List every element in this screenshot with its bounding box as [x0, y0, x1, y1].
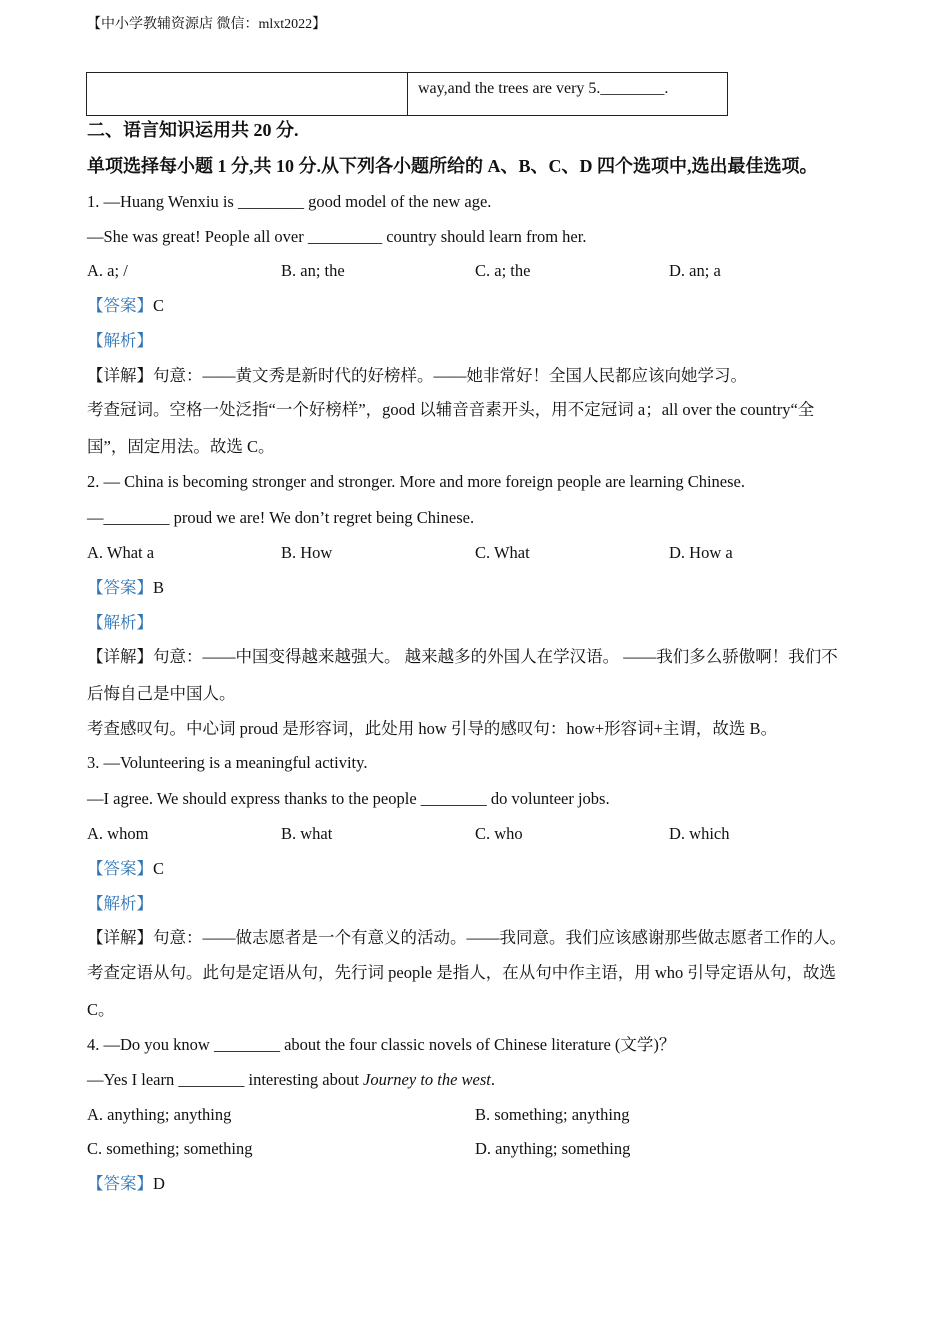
q4-book-title: Journey to the west	[363, 1070, 491, 1089]
q3-option-b: B. what	[281, 824, 333, 843]
q2-option-c: C. What	[475, 543, 530, 562]
q4-answer	[87, 1173, 165, 1195]
q4-line1: 4. —Do you know ________ about the four classic novels of Chinese literature (文学)？	[87, 1035, 676, 1054]
q1-line2: —She was great! People all over _________ country should learn from her.	[87, 227, 587, 246]
q1-option-d: D. an; a	[669, 261, 721, 280]
q1-detail-line3: 国”，固定用法。故选 C。	[87, 437, 275, 456]
q2-line2: —________ proud we are! We don’t regret being Chinese.	[87, 508, 475, 527]
q1-detail-line1	[87, 365, 747, 387]
answer-label: 【答案】	[87, 1174, 153, 1193]
q2-line1: 2. — China is becoming stronger and stronger. More and more foreign people are learning Chinese.	[87, 472, 745, 491]
q3-line2: —I agree. We should express thanks to the people ________ do volunteer jobs.	[87, 789, 610, 808]
detail-text: 句意：——中国变得越来越强大。 越来越多的外国人在学汉语。 ——我们多么骄傲啊！我们不	[153, 647, 838, 666]
q3-option-c: C. who	[475, 824, 523, 843]
q1-option-a: A. a; /	[87, 261, 128, 280]
q4-option-c: C. something; something	[87, 1139, 253, 1158]
table-cell-left	[87, 73, 408, 116]
q2-detail-line3: 考查感叹句。中心词 proud 是形容词，此处用 how 引导的感叹句：how+形容词+主谓，故选 B。	[87, 719, 778, 738]
q2-option-b: B. How	[281, 543, 333, 562]
answer-value: D	[153, 1174, 165, 1193]
q3-detail-line3: C。	[87, 1000, 115, 1019]
answer-label: 【答案】	[87, 578, 153, 597]
detail-label: 【详解】	[87, 366, 153, 385]
answer-value: B	[153, 578, 165, 597]
detail-text: 句意：——黄文秀是新时代的好榜样。——她非常好！全国人民都应该向她学习。	[153, 366, 747, 385]
q1-answer	[87, 295, 164, 317]
q1-option-b: B. an; the	[281, 261, 345, 280]
answer-label: 【答案】	[87, 859, 153, 878]
q2-option-d: D. How a	[669, 543, 733, 562]
section-title: 二、语言知识运用共 20 分.	[87, 120, 299, 140]
q3-option-d: D. which	[669, 824, 730, 843]
q3-option-a: A. whom	[87, 824, 149, 843]
q2-option-a: A. What a	[87, 543, 155, 562]
q4-option-d: D. anything; something	[475, 1139, 631, 1158]
section-instruction: 单项选择每小题 1 分,共 10 分.从下列各小题所给的 A、B、C、D 四个选项中,选出最佳选项。	[87, 156, 818, 176]
header-watermark: 【中小学教辅资源店 微信：mlxt2022】	[87, 17, 327, 32]
q2-answer	[87, 577, 164, 599]
q4-line2-text: —Yes I learn ________ interesting about	[87, 1070, 364, 1089]
q4-line2	[87, 1069, 495, 1091]
q3-detail-line2: 考查定语从句。此句是定语从句，先行词 people 是指人，在从句中作主语，用 who 引导定语从句，故选	[87, 963, 836, 982]
table-cell-right: way,and the trees are very 5.________.	[408, 73, 728, 116]
answer-label: 【答案】	[87, 296, 153, 315]
detail-label: 【详解】	[87, 928, 153, 947]
q3-analysis-label: 【解析】	[87, 894, 153, 913]
q1-detail-line2: 考查冠词。空格一处泛指“一个好榜样”，good 以辅音音素开头，用不定冠词 a；all over the country“全	[87, 400, 815, 419]
q4-line2-end: .	[490, 1070, 496, 1089]
q1-analysis-label: 【解析】	[87, 331, 153, 350]
q3-answer	[87, 858, 164, 880]
q2-detail-line1	[87, 646, 838, 668]
detail-label: 【详解】	[87, 647, 153, 666]
detail-text: 句意：——做志愿者是一个有意义的活动。——我同意。我们应该感谢那些做志愿者工作的人。	[153, 928, 846, 947]
q4-option-a: A. anything; anything	[87, 1105, 232, 1124]
answer-value: C	[153, 859, 165, 878]
q2-analysis-label: 【解析】	[87, 613, 153, 632]
q4-option-b: B. something; anything	[475, 1105, 630, 1124]
q1-line1: 1. —Huang Wenxiu is ________ good model of the new age.	[87, 192, 492, 211]
q3-line1: 3. —Volunteering is a meaningful activity.	[87, 753, 368, 772]
q3-detail-line1	[87, 927, 846, 949]
q2-detail-line2: 后悔自己是中国人。	[87, 684, 236, 703]
answer-value: C	[153, 296, 165, 315]
q1-option-c: C. a; the	[475, 261, 531, 280]
table-fragment	[86, 72, 728, 116]
